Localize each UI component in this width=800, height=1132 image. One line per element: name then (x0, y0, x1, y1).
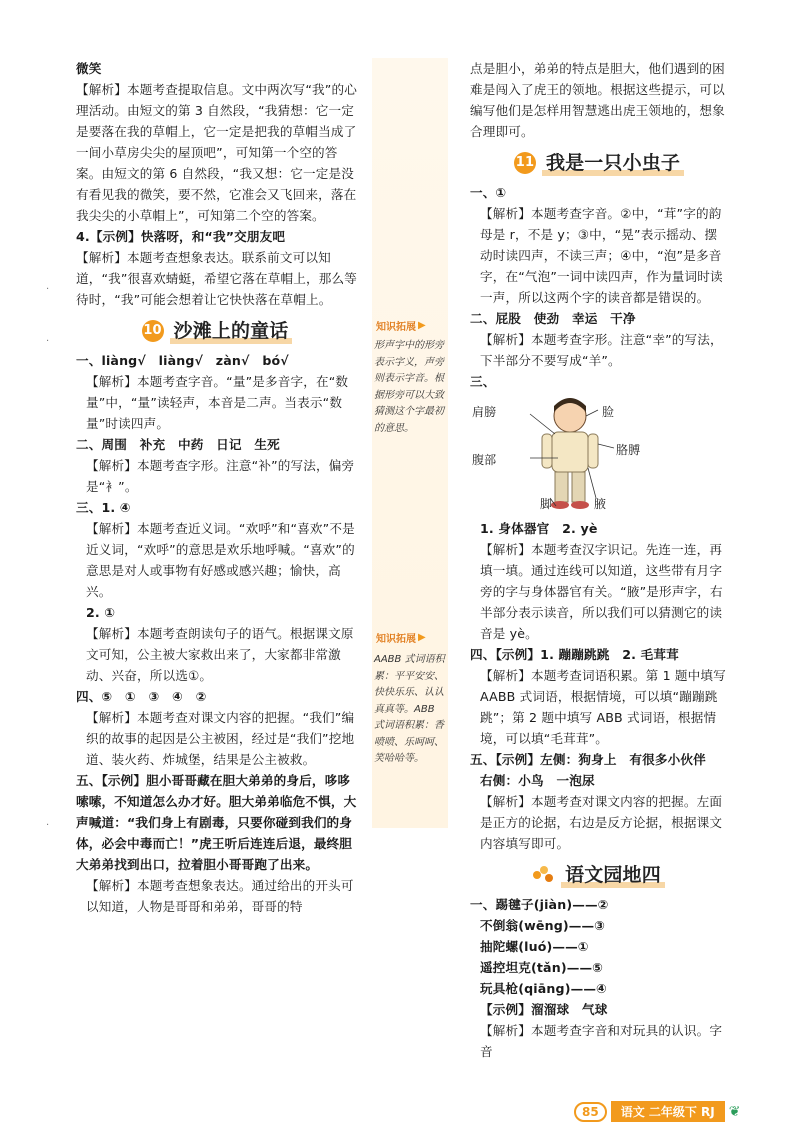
analysis: 【解析】本题考查对课文内容的把握。“我们”编织的故事的起因是公主被困，经过是“我们”挖地道、装火药、炸城堡，结果是公主被救。 (86, 710, 355, 767)
flower-icon (533, 866, 555, 884)
scan-mark: · (46, 820, 50, 831)
knowledge-box-1: 形声字中的形旁表示字义，声旁则表示字音。根据形旁可以大致猜测这个字最初的意思。 (374, 340, 444, 434)
analysis: 【解析】本题考查字形。注意“补”的写法，偏旁是“衤”。 (86, 458, 355, 494)
analysis: 【解析】本题考查朗读句子的语气。根据课文原文可知，公主被大家救出来了，大家都非常激动、兴奋，所以选①。 (86, 626, 354, 683)
answer-line: 三、1. ④ (76, 500, 131, 515)
leaf-icon: ❦ (728, 1103, 741, 1120)
label-foot: 脚 (540, 497, 553, 511)
answer-line: 4.【示例】快落呀，和“我”交朋友吧 (76, 229, 286, 244)
analysis: 【解析】本题考查字音和对玩具的认识。字音 (480, 1023, 723, 1059)
answer-line: 右侧：小鸟 一泡尿 (480, 773, 595, 788)
section-number: 10 (142, 320, 164, 342)
analysis: 【解析】本题考查词语积累。第 1 题中填写 AABB 式词语，根据情境，可以填“蹦蹦跳跳”；第 2 题中填写 ABB 式词语，根据情境，可以填“毛茸茸”。 (480, 668, 726, 746)
analysis: 【解析】本题考查想象表达。联系前文可以知道，“我”很喜欢蜻蜓，希望它落在草帽上，那么等待时，“我”可能会想着让它快快落在草帽上。 (76, 250, 357, 307)
page-number: 85 (574, 1102, 607, 1122)
answer-line: 三、 (470, 374, 496, 389)
book-label: 语文 二年级下 RJ (611, 1101, 725, 1122)
answer-line: 【示例】溜溜球 气球 (480, 1002, 608, 1017)
answer-line: 一、① (470, 185, 507, 200)
answer-line: 抽陀螺(luó)——① (480, 939, 589, 954)
answer-line: 不倒翁(wēng)——③ (480, 918, 606, 933)
section-number: 11 (514, 152, 536, 174)
analysis: 【解析】本题考查想象表达。通过给出的开头可以知道，人物是哥哥和弟弟，哥哥的特 (86, 878, 354, 914)
answer-line: 微笑 (76, 61, 102, 76)
answer-line: 一、liàng√ liàng√ zàn√ bó√ (76, 353, 289, 368)
knowledge-box-2: AABB 式词语积累：平平安安、快快乐乐、认认真真等。ABB 式词语积累：香喷喷、乐呵呵、笑哈哈等。 (374, 654, 445, 764)
knowledge-tag-2: 知识拓展 ▶ (376, 632, 426, 645)
answer-line: 二、周围 补充 中药 日记 生死 (76, 437, 280, 452)
scan-mark: · (46, 284, 50, 295)
answer-line: 二、屁股 使劲 幸运 干净 (470, 311, 636, 326)
answer-line: 五、【示例】胆小哥哥藏在胆大弟弟的身后，哆哆嗦嗦，不知道怎么办才好。胆大弟弟临危不惧，大声喊道：“我们身上有剧毒，只要你碰到我们的身体，必会中毒而亡！”虎王听后连连后退，最终胆大弟弟找到出口，拉着胆小哥哥跑了出来。 (76, 773, 357, 872)
right-column (470, 58, 728, 1062)
scan-mark: · (46, 336, 50, 347)
answer-line: 四、⑤ ① ③ ④ ② (76, 689, 207, 704)
analysis: 【解析】本题考查字音。“量”是多音字，在“数量”中，“量”读轻声，本音是二声。当表示“数量”时读四声。 (86, 374, 349, 431)
analysis: 点是胆小，弟弟的特点是胆大，他们遇到的困难是闯入了虎王的领地。根据这些提示，可以编写他们是怎样用智慧逃出虎王领地的，想象合理即可。 (470, 61, 725, 139)
section-title: 我是一只小虫子 (542, 153, 684, 174)
page-footer (574, 1101, 741, 1122)
label-face: 脸 (602, 405, 615, 419)
analysis: 【解析】本题考查对课文内容的把握。左面是正方的论据，右边是反方论据，根据课文内容填写即可。 (480, 794, 723, 851)
label-armpit: 腋 (594, 497, 607, 511)
section-heading-garden (470, 860, 728, 890)
answer-line: 2. ① (86, 605, 116, 620)
analysis: 【解析】本题考查字音。②中，“茸”字的韵母是 r，不是 y；③中，“晃”表示摇动、摆动时读四声，不读三声；④中，“泡”是多音字，在“气泡”一词中读四声，作为量词时读一声，所以这两个字的读音都是错误的。 (480, 206, 723, 305)
analysis: 【解析】本题考查提取信息。文中两次写“我”的心理活动。由短文的第 3 自然段，“我猜想：它一定是要落在我的草帽上，它一定是把我的草帽当成了一间小草房尖尖的屋顶吧”，可知第一个空的答案。由短文的第 6 自然段，“我又想：它一定是没有看见我的微笑，要不然，它准会又飞回来，落在我尖尖的小草帽上”，可知第二个空的答案。 (76, 82, 357, 223)
section-heading-10 (76, 316, 358, 346)
answer-line: 1. 身体器官 2. yè (480, 521, 598, 536)
analysis: 【解析】本题考查近义词。“欢呼”和“喜欢”不是近义词，“欢呼”的意思是欢乐地呼喊。“喜欢”的意思是对人或事物有好感或感兴趣；愉快，高兴。 (86, 521, 355, 599)
answer-line: 玩具枪(qiāng)——④ (480, 981, 607, 996)
body-parts-figure (470, 394, 728, 512)
answer-line: 五、【示例】左侧：狗身上 有很多小伙伴 (470, 752, 706, 767)
knowledge-tag-1: 知识拓展 ▶ (376, 320, 426, 333)
answer-line: 四、【示例】1. 蹦蹦跳跳 2. 毛茸茸 (470, 647, 679, 662)
analysis: 【解析】本题考查字形。注意“幸”的写法，下半部分不要写成“羊”。 (480, 332, 723, 368)
answer-line: 遥控坦克(tǎn)——⑤ (480, 960, 604, 975)
section-title: 语文园地四 (561, 865, 665, 886)
label-belly: 腹部 (472, 453, 497, 467)
section-title: 沙滩上的童话 (170, 321, 293, 342)
label-shoulder: 肩膀 (472, 405, 497, 419)
left-column (76, 58, 358, 917)
label-arm: 胳膊 (616, 443, 641, 457)
answer-line: 一、踢毽子(jiàn)——② (470, 897, 609, 912)
analysis: 【解析】本题考查汉字识记。先连一连，再填一填。通过连线可以知道，这些带有月字旁的字与身体器官有关。“腋”是形声字，右半部分表示读音，所以我们可以猜测它的读音是 yè。 (480, 542, 723, 641)
section-heading-11 (470, 148, 728, 178)
